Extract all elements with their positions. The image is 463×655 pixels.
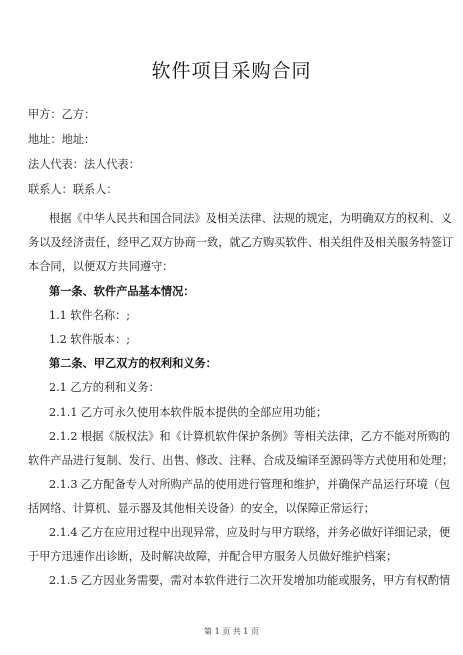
section-item: 1.2 软件版本：; (49, 333, 131, 346)
section-line: 2.1 乙方的利和义务： (49, 381, 160, 394)
document-title: 软件项目采购合同 (151, 60, 312, 82)
section-line: 软件产品进行复制、发行、出售、修改、注释、合成及编译至源码等方式使用和处理； (28, 454, 454, 467)
section-line: 于甲方迅速作出诊断，及时解决故障，并配合甲方服务人员做好维护档案； (28, 550, 398, 563)
party-line: 甲方：乙方： (28, 108, 96, 121)
contact-line: 联系人：联系人： (28, 183, 118, 196)
section-line: 2.1.1 乙方可永久使用本软件版本提供的全部应用功能； (49, 406, 328, 419)
section-line: 括网络、计算机、显示器及其他相关设备）的安全，以保障正常运行； (28, 502, 375, 515)
section-line: 2.1.2 根据《版权法》和《计算机软件保护条例》等相关法律，乙方不能对所购的 (49, 430, 451, 443)
section-heading: 第一条、软件产品基本情况： (49, 284, 195, 298)
preamble-line: 本合同，以便双方共同遵守： (28, 260, 174, 273)
section-line: 2.1.4 乙方在应用过程中出现异常，应及时与甲方联络，并务必做好详细记录，便 (49, 526, 451, 539)
address-line: 地址：地址： (28, 133, 96, 146)
page-footer: 第 1 页 共 1 页 (204, 627, 259, 636)
section-line: 2.1.5 乙方因业务需要，需对本软件进行二次开发增加功能或服务，甲方有权酌情 (49, 574, 451, 587)
section-line: 2.1.3 乙方配备专人对所购产品的使用进行管理和维护，并确保产品运行环境（包 (49, 478, 451, 491)
section-heading: 第二条、甲乙双方的权利和义务： (49, 356, 217, 370)
section-item: 1.1 软件名称：; (49, 309, 131, 322)
preamble-line: 根据《中华人民共和国合同法》及相关法律、法规的规定，为明确双方的权利、义 (49, 212, 452, 225)
preamble-line: 务以及经济责任，经甲乙双方协商一致，就乙方购买软件、相关组件及相关服务特签订 (28, 236, 454, 249)
legal-rep-line: 法人代表：法人代表： (28, 158, 140, 171)
